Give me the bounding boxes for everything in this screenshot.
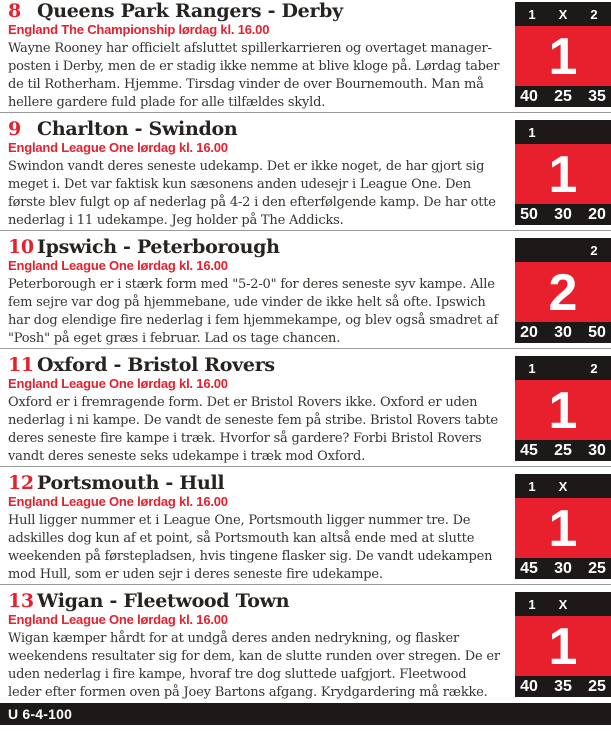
match-title: Wigan - Fleetwood Town [37,590,290,612]
match-title: Charlton - Swindon [37,118,238,140]
match-title: Queens Park Rangers - Derby [37,0,343,22]
pct-home: 45 [520,559,538,577]
match-league-time: England League One lørdag kl. 16.00 [8,376,228,391]
match-number: 11 [8,354,34,376]
match-analysis-text: Wayne Rooney har officielt afsluttet spillerkarrieren og overtaget manager-posten i Derby, men de er stadig ikke nemme at blive kloge på. Lørdag taber de til Rotherham. Hjemme. Tirsdag vinder de over Bournemouth. Man må hellere gardere fuld plade for alle tilfældes skyld. [8,41,500,110]
match-card [0,354,611,472]
pct-away: 30 [588,441,606,459]
match-league-time: England League One lørdag kl. 16.00 [8,612,228,627]
match-card [0,590,611,703]
match-title-row [8,119,503,140]
match-analysis-text: Wigan kæmper hårdt for at undgå deres anden nedrykning, og flasker weekendens resultater sig for dem, kan de slutte runden over stregen. De er uden nederlag i fire kampe, hvoraf tre dog sluttede uafgjort. Fleetwood leder efter formen oven på Joey Bartons afgang. Krydgardering må række. [8,631,500,700]
tip-box [515,120,611,225]
mark-home: 1 [528,124,536,140]
pct-home: 40 [520,87,538,105]
match-title-row [8,473,503,494]
match-number: 8 [8,0,21,22]
mark-draw: X [558,478,568,494]
match-card [0,0,611,118]
match-league-time: England League One lørdag kl. 16.00 [8,140,228,155]
mark-home: 1 [528,360,536,376]
pct-draw: 25 [554,441,572,459]
percentages-bar [515,204,611,225]
pick-value: 1 [515,144,611,204]
pct-away: 20 [588,205,606,223]
pct-away: 25 [588,559,606,577]
match-title-row [8,1,503,22]
pct-draw: 30 [554,559,572,577]
mark-away: 2 [590,6,598,22]
pct-home: 45 [520,441,538,459]
coupon-code: U 6-4-100 [8,706,73,722]
outcome-marks-bar [515,356,611,380]
pick-value: 1 [515,498,611,558]
pct-away: 50 [588,323,606,341]
match-number: 12 [8,472,34,494]
tip-box [515,356,611,461]
mark-home: 1 [528,478,536,494]
pick-value: 1 [515,616,611,676]
match-number: 13 [8,590,34,612]
percentages-bar [515,86,611,107]
percentages-bar [515,558,611,579]
pct-home: 50 [520,205,538,223]
tip-box [515,2,611,107]
mark-home: 1 [528,596,536,612]
pct-away: 35 [588,87,606,105]
tip-box [515,474,611,579]
coupon-code-bar [0,703,611,725]
match-number: 10 [8,236,34,258]
pct-draw: 35 [554,677,572,695]
mark-away: 2 [590,242,598,258]
pick-value: 1 [515,26,611,86]
mark-draw: X [558,596,568,612]
pick-value: 2 [515,262,611,322]
outcome-marks-bar [515,2,611,26]
pick-value: 1 [515,380,611,440]
match-analysis-text: Peterborough er i stærk form med "5-2-0" for deres seneste syv kampe. Alle fem sejre var dog på hjemmebane, ude vinder de ikke helt så ofte. Ipswich har dog elendige fire nederlag i fem hjemmekampe, og blev også smadret af "Posh" på eget græs i februar. Lad os tage chancen. [8,277,499,346]
match-card [0,472,611,590]
match-analysis-text: Hull ligger nummer et i League One, Portsmouth ligger nummer tre. De adskilles dog kun af et point, så Portsmouth kan altså ende med at slutte weekenden på førstepladsen, hvis tingene flasker sig. De vandt udekampen mod Hull, som er uden sejr i deres seneste fire udekampe. [8,513,493,582]
match-title: Portsmouth - Hull [37,472,225,494]
match-title-row [8,591,503,612]
outcome-marks-bar [515,474,611,498]
percentages-bar [515,440,611,461]
mark-draw: X [558,6,568,22]
outcome-marks-bar [515,120,611,144]
percentages-bar [515,322,611,343]
tip-box [515,592,611,697]
match-title-row [8,237,503,258]
percentages-bar [515,676,611,697]
match-league-time: England League One lørdag kl. 16.00 [8,258,228,273]
match-league-time: England League One lørdag kl. 16.00 [8,494,228,509]
match-league-time: England The Championship lørdag kl. 16.00 [8,22,270,37]
pct-away: 25 [588,677,606,695]
outcome-marks-bar [515,238,611,262]
tip-box [515,238,611,343]
pct-draw: 30 [554,323,572,341]
pct-draw: 30 [554,205,572,223]
match-title: Oxford - Bristol Rovers [37,354,275,376]
pct-home: 20 [520,323,538,341]
pct-home: 40 [520,677,538,695]
match-title: Ipswich - Peterborough [37,236,280,258]
outcome-marks-bar [515,592,611,616]
pct-draw: 25 [554,87,572,105]
match-analysis-text: Oxford er i fremragende form. Det er Bristol Rovers ikke. Oxford er uden nederlag i ni kampe. De vandt de seneste fem på stribe. Bristol Rovers tabte deres seneste fire kampe i træk. Hvorfor så gardere? Forbi Bristol Rovers vandt deres seneste seks udekampe i træk mod Oxford. [8,395,498,464]
match-analysis-text: Swindon vandt deres seneste udekamp. Det er ikke noget, de har gjort sig meget i. Det var faktisk kun sæsonens anden udesejr i League One. Den første blev fulgt op af nederlag på 4-2 i den efterfølgende kamp. De har otte nederlag i 11 udekampe. Jeg holder på The Addicks. [8,159,496,228]
match-title-row [8,355,503,376]
match-card [0,118,611,236]
mark-home: 1 [528,6,536,22]
mark-away: 2 [590,360,598,376]
match-number: 9 [8,118,21,140]
match-card [0,236,611,354]
